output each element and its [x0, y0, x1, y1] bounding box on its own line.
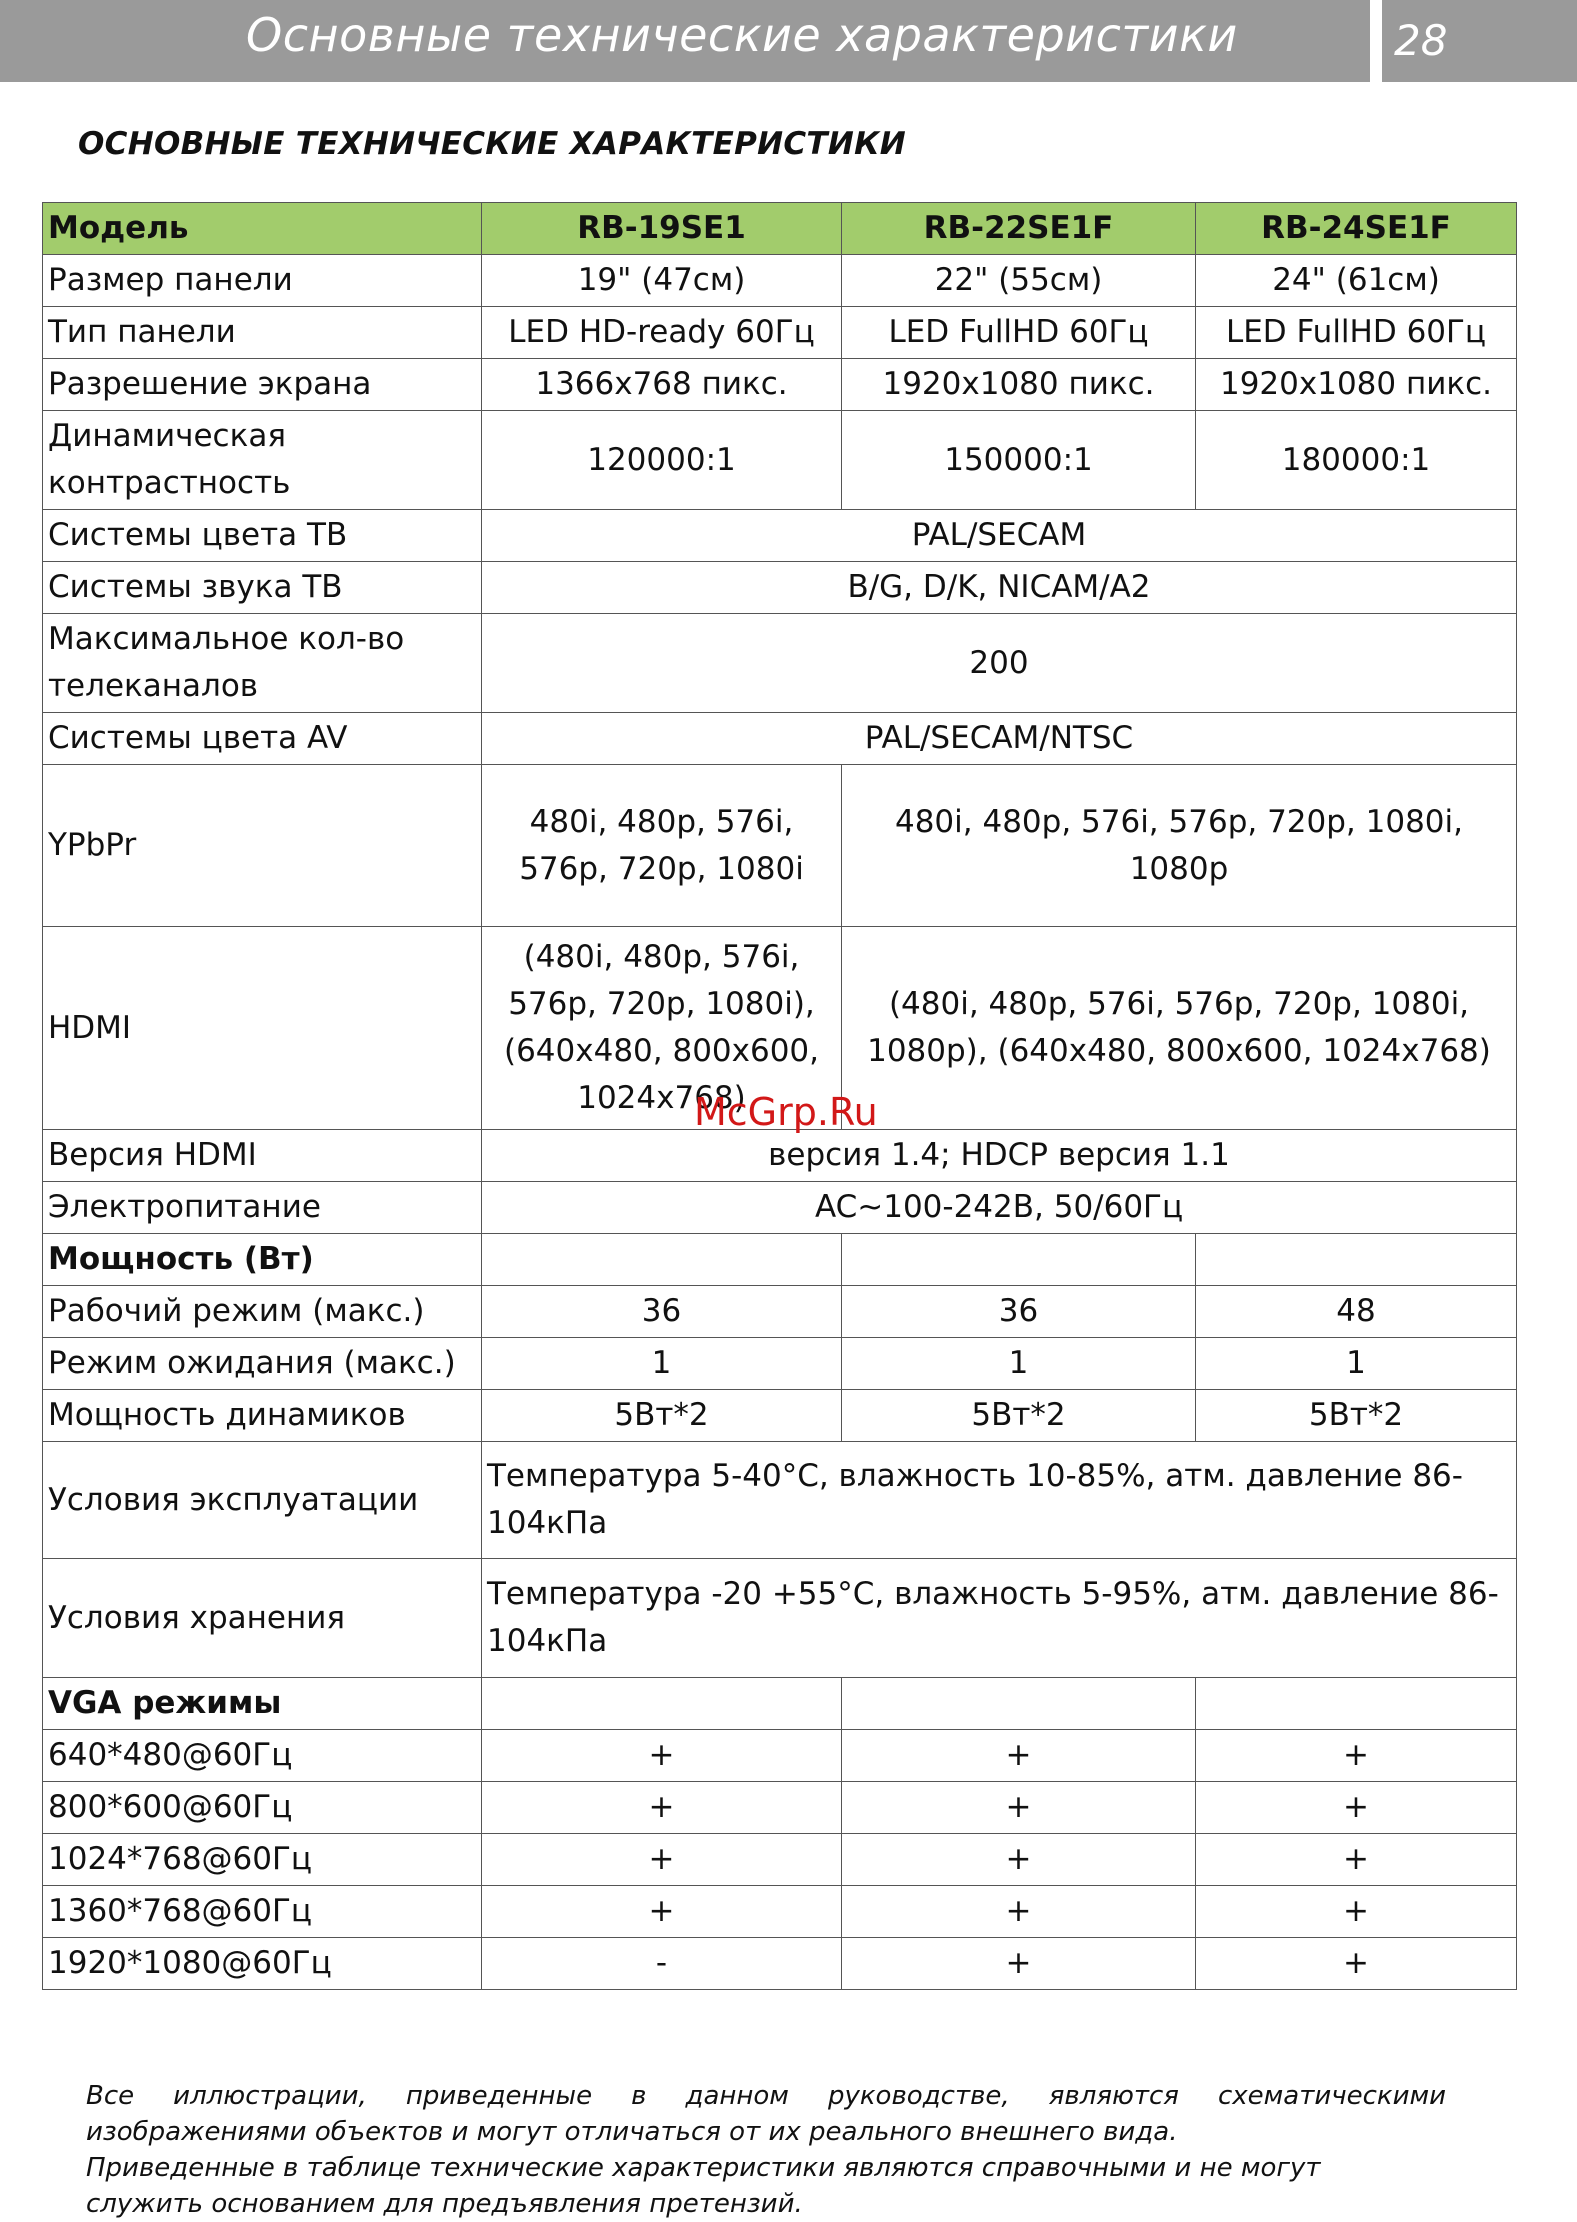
cell-value: 480i, 480p, 576i, 576p, 720p, 1080i — [482, 765, 842, 927]
table-row — [43, 1234, 1517, 1286]
cell-value: + — [842, 1938, 1196, 1990]
cell-value: + — [842, 1782, 1196, 1834]
cell-value: + — [1196, 1782, 1517, 1834]
cell-value: 36 — [482, 1286, 842, 1338]
empty-cell — [482, 1234, 842, 1286]
table-row — [43, 713, 1517, 765]
cell-value: 1920x1080 пикс. — [842, 359, 1196, 411]
row-label: Системы цвета AV — [43, 713, 482, 765]
cell-value: 150000:1 — [842, 411, 1196, 510]
cell-value: версия 1.4; HDCP версия 1.1 — [482, 1130, 1517, 1182]
row-label: 800*600@60Гц — [43, 1782, 482, 1834]
row-label: Рабочий режим (макс.) — [43, 1286, 482, 1338]
cell-value: 5Вт*2 — [842, 1390, 1196, 1442]
cell-value: + — [842, 1834, 1196, 1886]
cell-value: 120000:1 — [482, 411, 842, 510]
row-label: Условия хранения — [43, 1559, 482, 1678]
footer-line: Все иллюстрации, приведенные в данном руководстве, являются схематическими — [86, 2081, 1446, 2111]
row-label: YPbPr — [43, 765, 482, 927]
page-number: 28 — [1394, 16, 1448, 65]
cell-value: + — [482, 1886, 842, 1938]
row-label: Режим ожидания (макс.) — [43, 1338, 482, 1390]
cell-value: 22" (55см) — [842, 255, 1196, 307]
cell-value: + — [1196, 1938, 1517, 1990]
row-label: 1024*768@60Гц — [43, 1834, 482, 1886]
cell-value: + — [482, 1730, 842, 1782]
cell-value: + — [482, 1834, 842, 1886]
table-row — [43, 1834, 1517, 1886]
row-label: Условия эксплуатации — [43, 1442, 482, 1559]
table-row — [43, 1182, 1517, 1234]
watermark: McGrp.Ru — [694, 1090, 878, 1134]
table-header-row — [43, 203, 1517, 255]
cell-value: 5Вт*2 — [1196, 1390, 1517, 1442]
cell-value: 1920x1080 пикс. — [1196, 359, 1517, 411]
table-row — [43, 411, 1517, 510]
row-label: Системы цвета ТВ — [43, 510, 482, 562]
table-row — [43, 359, 1517, 411]
cell-value: 36 — [842, 1286, 1196, 1338]
cell-value: LED HD-ready 60Гц — [482, 307, 842, 359]
cell-value: 1 — [1196, 1338, 1517, 1390]
empty-cell — [1196, 1234, 1517, 1286]
footer-line: Приведенные в таблице технические характеристики являются справочными и не могут — [86, 2153, 1321, 2183]
cell-value: 200 — [482, 614, 1517, 713]
cell-value: + — [482, 1782, 842, 1834]
table-row — [43, 1886, 1517, 1938]
row-label: Размер панели — [43, 255, 482, 307]
row-label: Максимальное кол-во телеканалов — [43, 614, 482, 713]
table-row — [43, 1338, 1517, 1390]
cell-value: 5Вт*2 — [482, 1390, 842, 1442]
row-label: 1920*1080@60Гц — [43, 1938, 482, 1990]
table-row — [43, 1442, 1517, 1559]
row-label: HDMI — [43, 927, 482, 1130]
header-title-bar — [0, 0, 1370, 82]
cell-value: 24" (61см) — [1196, 255, 1517, 307]
cell-value: PAL/SECAM — [482, 510, 1517, 562]
cell-value: 180000:1 — [1196, 411, 1517, 510]
row-label: 1360*768@60Гц — [43, 1886, 482, 1938]
cell-value: 1 — [842, 1338, 1196, 1390]
empty-cell — [1196, 1678, 1517, 1730]
cell-value: Температура -20 +55°С, влажность 5-95%, атм. давление 86-104кПа — [482, 1559, 1517, 1678]
row-label: Тип панели — [43, 307, 482, 359]
cell-value: 1 — [482, 1338, 842, 1390]
cell-value: + — [1196, 1730, 1517, 1782]
header-cell-rb24: RB-24SE1F — [1196, 203, 1517, 255]
empty-cell — [842, 1234, 1196, 1286]
table-row — [43, 1678, 1517, 1730]
cell-value: Температура 5-40°С, влажность 10-85%, атм. давление 86-104кПа — [482, 1442, 1517, 1559]
cell-value: LED FullHD 60Гц — [842, 307, 1196, 359]
header-cell-rb19: RB-19SE1 — [482, 203, 842, 255]
table-row — [43, 1130, 1517, 1182]
cell-value: 1366x768 пикс. — [482, 359, 842, 411]
cell-value: PAL/SECAM/NTSC — [482, 713, 1517, 765]
table-row — [43, 562, 1517, 614]
empty-cell — [482, 1678, 842, 1730]
cell-value: 19" (47см) — [482, 255, 842, 307]
cell-value: + — [1196, 1834, 1517, 1886]
table-row — [43, 307, 1517, 359]
row-label: Электропитание — [43, 1182, 482, 1234]
table-row — [43, 1390, 1517, 1442]
row-label: Динамическая контрастность — [43, 411, 482, 510]
footer-line: изображениями объектов и могут отличаться от их реального внешнего вида. — [86, 2117, 1178, 2147]
table-row — [43, 765, 1517, 927]
row-label: 640*480@60Гц — [43, 1730, 482, 1782]
row-label: Версия HDMI — [43, 1130, 482, 1182]
cell-value: (480i, 480p, 576i, 576p, 720p, 1080i, 1080p), (640x480, 800x600, 1024x768) — [842, 927, 1517, 1130]
table-row — [43, 510, 1517, 562]
footer-line: служить основанием для предъявления претензий. — [86, 2189, 803, 2219]
row-heading: VGA режимы — [43, 1678, 482, 1730]
cell-value: + — [1196, 1886, 1517, 1938]
page-number-box — [1382, 0, 1577, 82]
section-title: ОСНОВНЫЕ ТЕХНИЧЕСКИЕ ХАРАКТЕРИСТИКИ — [78, 126, 906, 162]
row-label: Разрешение экрана — [43, 359, 482, 411]
footer-note — [86, 2078, 1446, 2222]
table-row — [43, 1782, 1517, 1834]
cell-value: 480i, 480p, 576i, 576p, 720p, 1080i, 1080p — [842, 765, 1517, 927]
cell-value: + — [842, 1730, 1196, 1782]
cell-value: + — [842, 1886, 1196, 1938]
row-label: Мощность динамиков — [43, 1390, 482, 1442]
header-title: Основные технические характеристики — [246, 8, 1238, 62]
empty-cell — [842, 1678, 1196, 1730]
row-heading: Мощность (Вт) — [43, 1234, 482, 1286]
cell-value: 48 — [1196, 1286, 1517, 1338]
header-cell-rb22: RB-22SE1F — [842, 203, 1196, 255]
table-row — [43, 1286, 1517, 1338]
cell-value: LED FullHD 60Гц — [1196, 307, 1517, 359]
cell-value: B/G, D/K, NICAM/A2 — [482, 562, 1517, 614]
header-cell-model: Модель — [43, 203, 482, 255]
table-row — [43, 1730, 1517, 1782]
cell-value: - — [482, 1938, 842, 1990]
table-row — [43, 255, 1517, 307]
cell-value: (480i, 480p, 576i, 576p, 720p, 1080i), (640x480, 800x600, 1024x768) — [482, 927, 842, 1130]
table-row — [43, 1559, 1517, 1678]
cell-value: AC~100-242В, 50/60Гц — [482, 1182, 1517, 1234]
table-row — [43, 614, 1517, 713]
table-row — [43, 1938, 1517, 1990]
row-label: Системы звука ТВ — [43, 562, 482, 614]
